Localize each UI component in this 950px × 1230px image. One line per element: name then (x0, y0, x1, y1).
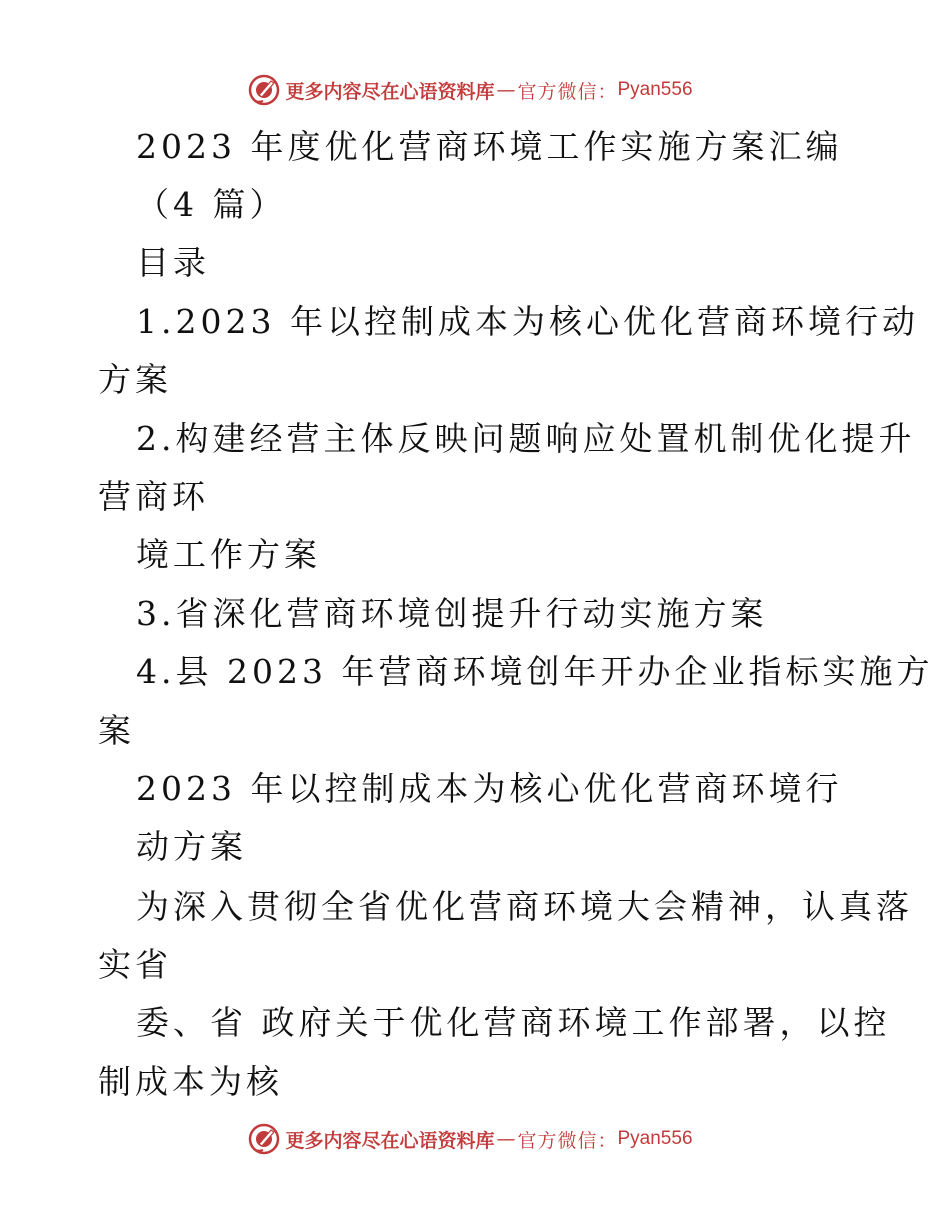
header-banner (0, 70, 950, 110)
footer-banner (0, 1119, 950, 1159)
banner-main-text: 更多内容尽在心语资料库 (285, 1129, 495, 1152)
document-title-line1: 2023 年度优化营商环境工作实施方案汇编 (136, 127, 843, 166)
toc-heading: 目录 (136, 243, 210, 282)
body-paragraph-line3: 委、省 政府关于优化营商环境工作部署，以控 (136, 1003, 891, 1042)
banner-wechat-label: 官方微信： (517, 80, 618, 103)
toc-item-4-line2: 案 (98, 711, 135, 750)
banner-wechat-label: 官方微信： (517, 1129, 618, 1152)
banner-main-text: 更多内容尽在心语资料库 (285, 80, 495, 103)
toc-item-1-line1: 1.2023 年以控制成本为核心优化营商环境行动 (136, 302, 919, 341)
banner-wechat-id: Pyan556 (617, 79, 693, 100)
document-title-line2: （4 篇） (136, 185, 287, 224)
toc-item-2-line1: 2.构建经营主体反映问题响应处置机制优化提升 (136, 419, 916, 458)
body-paragraph-line4: 制成本为核 (98, 1062, 283, 1101)
section-title-line2: 动方案 (136, 827, 247, 866)
toc-item-3-line1: 3.省深化营商环境创提升行动实施方案 (136, 594, 768, 633)
body-paragraph-line2: 实省 (98, 945, 172, 984)
pen-seal-icon (247, 73, 281, 107)
pen-seal-icon (247, 1122, 281, 1156)
toc-item-4-line1: 4.县 2023 年营商环境创年开办企业指标实施方 (136, 652, 934, 691)
banner-content (247, 73, 692, 107)
banner-wechat-id: Pyan556 (617, 1128, 693, 1149)
toc-item-1-line2: 方案 (98, 360, 172, 399)
toc-item-2-line2: 营商环 (98, 477, 209, 516)
toc-item-2-line3: 境工作方案 (136, 535, 321, 574)
section-title-line1: 2023 年以控制成本为核心优化营商环境行 (136, 769, 843, 808)
banner-content (247, 1122, 692, 1156)
body-paragraph-line1: 为深入贯彻全省优化营商环境大会精神，认真落 (136, 887, 913, 926)
banner-dash: — (496, 79, 516, 101)
banner-dash: — (496, 1128, 516, 1150)
